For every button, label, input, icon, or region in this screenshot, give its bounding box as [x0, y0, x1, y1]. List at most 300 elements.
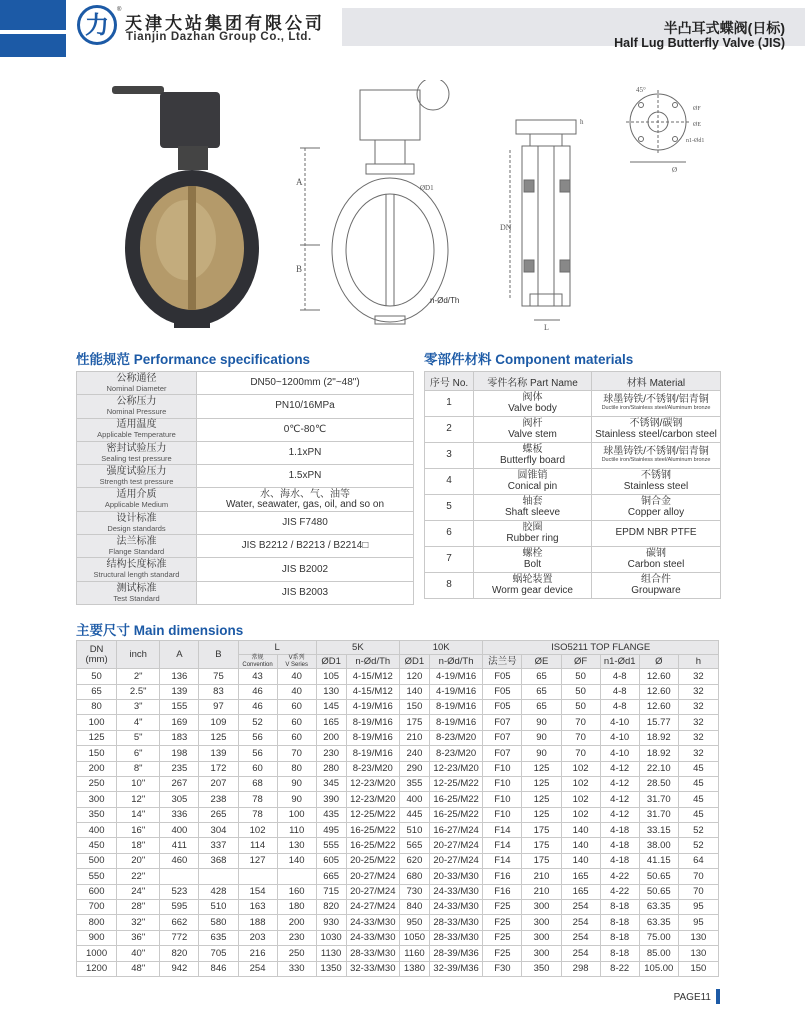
- dims-col-10k: 10K: [400, 641, 483, 655]
- dims-cell: 4-8: [600, 684, 639, 699]
- dims-col-inch: inch: [117, 641, 160, 669]
- dims-cell: [160, 869, 199, 884]
- dims-cell: 200: [77, 761, 117, 776]
- dims-cell: 105: [316, 669, 346, 684]
- dims-cell: 460: [160, 853, 199, 868]
- dims-cell: 300: [522, 900, 561, 915]
- dims-cell: 52: [678, 838, 718, 853]
- page-accent-bar: [716, 989, 720, 1004]
- perf-value-text: 0℃-80℃: [283, 423, 327, 435]
- perf-value: [197, 372, 414, 395]
- dims-cell: 565: [400, 838, 430, 853]
- dims-cell: 8-23/M20: [429, 730, 483, 745]
- dims-row: [77, 684, 719, 699]
- dims-cell: 150: [400, 699, 430, 714]
- dims-col-flange: 法兰号: [483, 655, 522, 669]
- dims-cell: 4-12: [600, 807, 639, 822]
- dims-cell: 12": [117, 792, 160, 807]
- component-name: [474, 521, 592, 547]
- dims-cell: 428: [199, 884, 238, 899]
- components-heading: 零部件材料 Component materials: [424, 352, 634, 367]
- perf-row: [77, 558, 414, 581]
- component-material: [592, 469, 721, 495]
- dims-cell: 2.5": [117, 684, 160, 699]
- dims-cell: 8-19/M16: [429, 715, 483, 730]
- dims-cell: 75: [199, 669, 238, 684]
- dims-cell: 400: [160, 823, 199, 838]
- perf-label-cn: 公称通径: [116, 372, 157, 384]
- dims-cell: 32: [678, 715, 718, 730]
- dims-cell: F10: [483, 807, 522, 822]
- component-name-en: Shaft sleeve: [504, 506, 561, 518]
- dims-cell: 203: [238, 930, 277, 945]
- dims-cell: 8-23/M20: [346, 761, 400, 776]
- valve-photo: [112, 86, 259, 328]
- dims-cell: 125: [522, 761, 561, 776]
- component-name: [474, 417, 592, 443]
- component-material-en: Copper alloy: [627, 506, 685, 518]
- dims-cell: 298: [561, 961, 600, 976]
- dims-cell: 154: [238, 884, 277, 899]
- dims-col-10k-nd: n-Ød/Th: [429, 655, 483, 669]
- dims-cell: 24-33/M30: [346, 930, 400, 945]
- dims-cell: 102: [561, 807, 600, 822]
- dims-cell: 70: [561, 746, 600, 761]
- dims-cell: 4-10: [600, 715, 639, 730]
- dims-cell: 8-18: [600, 930, 639, 945]
- perf-label-cn: 公称压力: [116, 396, 157, 408]
- dims-cell: 125: [522, 792, 561, 807]
- dims-cell: 336: [160, 807, 199, 822]
- dims-cell: 22.10: [639, 761, 678, 776]
- dims-cell: 595: [160, 900, 199, 915]
- perf-value-text: 1.1xPN: [288, 447, 322, 459]
- component-no: 6: [425, 521, 474, 547]
- dims-cell: [199, 869, 238, 884]
- dims-cell: 330: [277, 961, 316, 976]
- dims-cell: 32: [678, 684, 718, 699]
- component-material-cn: 球墨铸铁/不锈钢/铝青铜: [603, 445, 709, 457]
- dims-cell: 102: [561, 776, 600, 791]
- component-material-en: Stainless steel/carbon steel: [595, 428, 717, 440]
- dims-cell: F07: [483, 746, 522, 761]
- dims-cell: 150: [678, 961, 718, 976]
- perf-label-en: Test Standard: [113, 593, 160, 603]
- dims-row: [77, 961, 719, 976]
- dims-col-f: ØF: [561, 655, 600, 669]
- dims-cell: 635: [199, 930, 238, 945]
- dims-cell: 523: [160, 884, 199, 899]
- dims-cell: 12-23/M20: [429, 761, 483, 776]
- dims-cell: 45: [678, 761, 718, 776]
- dims-cell: 4-19/M16: [429, 669, 483, 684]
- dims-cell: 12.60: [639, 669, 678, 684]
- dims-cell: 605: [316, 853, 346, 868]
- dims-cell: 210: [400, 730, 430, 745]
- dims-cell: 12-23/M20: [346, 776, 400, 791]
- dims-cell: 24-27/M24: [346, 900, 400, 915]
- company-logo: [77, 5, 117, 45]
- dims-cell: 20-33/M30: [429, 869, 483, 884]
- perf-row: [77, 395, 414, 418]
- component-name: [474, 469, 592, 495]
- dims-cell: 16-25/M22: [429, 807, 483, 822]
- dims-cell: 18": [117, 838, 160, 853]
- dims-cell: 350: [522, 961, 561, 976]
- component-name: [474, 573, 592, 599]
- dims-cell: 300: [522, 930, 561, 945]
- perf-label-cn: 法兰标准: [116, 535, 157, 547]
- perf-label-en: Strength test pressure: [99, 477, 174, 487]
- dims-cell: 550: [77, 869, 117, 884]
- dims-col-dn: DN (mm): [77, 641, 117, 669]
- dims-cell: F05: [483, 699, 522, 714]
- dims-cell: 4-22: [600, 869, 639, 884]
- dims-cell: 85.00: [639, 946, 678, 961]
- component-row: [425, 391, 721, 417]
- dims-cell: 510: [400, 823, 430, 838]
- perf-value: [197, 558, 414, 581]
- dims-cell: 83: [199, 684, 238, 699]
- dims-cell: 254: [561, 930, 600, 945]
- perf-value: [197, 395, 414, 418]
- dims-cell: 350: [77, 807, 117, 822]
- component-row: [425, 443, 721, 469]
- dims-cell: F14: [483, 838, 522, 853]
- dims-cell: F05: [483, 669, 522, 684]
- dims-cell: 169: [160, 715, 199, 730]
- dims-cell: 56: [238, 746, 277, 761]
- component-name-en: Valve stem: [508, 428, 557, 440]
- dims-cell: 32": [117, 915, 160, 930]
- dims-cell: 172: [199, 761, 238, 776]
- component-name-cn: 蜗轮装置: [512, 574, 553, 585]
- dims-cell: 620: [400, 853, 430, 868]
- dims-cell: 500: [77, 853, 117, 868]
- dims-cell: 125: [522, 807, 561, 822]
- dims-cell: 102: [238, 823, 277, 838]
- dims-cell: 125: [199, 730, 238, 745]
- component-material-en: Ductile iron/Stainless steel/Aluminum bronze: [601, 457, 711, 464]
- side-view-drawing: [510, 120, 576, 320]
- perf-row: [77, 535, 414, 558]
- performance-table: [76, 371, 414, 605]
- perf-label: [77, 441, 197, 464]
- dims-cell: 4-18: [600, 823, 639, 838]
- dims-cell: 4-8: [600, 669, 639, 684]
- dims-cell: 20-27/M24: [346, 884, 400, 899]
- perf-label-en: Nominal Diameter: [106, 383, 167, 393]
- dims-cell: 18.92: [639, 730, 678, 745]
- dims-cell: 662: [160, 915, 199, 930]
- dims-cell: 70: [678, 884, 718, 899]
- dims-cell: 20-27/M24: [429, 838, 483, 853]
- component-row: [425, 573, 721, 599]
- perf-label: [77, 558, 197, 581]
- dims-cell: 24": [117, 884, 160, 899]
- page-number: PAGE11: [673, 992, 711, 1003]
- dims-cell: 175: [522, 823, 561, 838]
- perf-label-cn: 测试标准: [116, 582, 157, 594]
- dims-row: [77, 900, 719, 915]
- dims-cell: 20-27/M24: [429, 853, 483, 868]
- dims-cell: 230: [316, 746, 346, 761]
- dims-cell: 14": [117, 807, 160, 822]
- dims-row: [77, 946, 719, 961]
- dims-cell: 16-25/M22: [429, 792, 483, 807]
- dims-cell: 5": [117, 730, 160, 745]
- dims-cell: 130: [316, 684, 346, 699]
- dims-cell: 12-23/M20: [346, 792, 400, 807]
- dims-row: [77, 884, 719, 899]
- dims-cell: 90: [522, 746, 561, 761]
- dims-cell: 510: [199, 900, 238, 915]
- perf-label-cn: 适用温度: [116, 419, 157, 431]
- dims-cell: 97: [199, 699, 238, 714]
- dims-cell: 580: [199, 915, 238, 930]
- dims-col-l: L: [238, 641, 316, 655]
- dims-cell: F10: [483, 761, 522, 776]
- component-material-en: Groupware: [631, 584, 681, 596]
- dims-cell: 46: [238, 684, 277, 699]
- dims-row: [77, 823, 719, 838]
- dims-cell: 820: [160, 946, 199, 961]
- perf-value-text-2: Water, seawater, gas, oil, and so on: [225, 498, 385, 510]
- dims-cell: 16-27/M24: [429, 823, 483, 838]
- dims-cell: 12.60: [639, 699, 678, 714]
- dims-cell: 175: [522, 853, 561, 868]
- dims-cell: 65: [77, 684, 117, 699]
- dims-cell: 56: [238, 730, 277, 745]
- perf-row: [77, 418, 414, 441]
- perf-label-en: Nominal Pressure: [106, 407, 167, 417]
- dims-cell: 70: [561, 715, 600, 730]
- dims-cell: 32: [678, 746, 718, 761]
- dims-cell: 140: [561, 853, 600, 868]
- label-E: ØE: [693, 122, 701, 128]
- dims-cell: 32: [678, 669, 718, 684]
- dims-cell: 90: [522, 715, 561, 730]
- dims-col-5k-d1: ØD1: [316, 655, 346, 669]
- dims-cell: 705: [199, 946, 238, 961]
- perf-label-en: Applicable Temperature: [97, 430, 176, 440]
- dims-cell: 435: [316, 807, 346, 822]
- component-no: 1: [425, 391, 474, 417]
- dims-cell: 65: [522, 669, 561, 684]
- dims-cell: F14: [483, 853, 522, 868]
- component-row: [425, 547, 721, 573]
- registered-mark: ®: [117, 7, 122, 13]
- dims-cell: 110: [277, 823, 316, 838]
- dims-cell: 4": [117, 715, 160, 730]
- dims-cell: 210: [522, 869, 561, 884]
- component-name-en: Conical pin: [507, 480, 558, 492]
- dims-row: [77, 746, 719, 761]
- dims-row: [77, 869, 719, 884]
- dims-cell: 1130: [316, 946, 346, 961]
- perf-value: [197, 581, 414, 604]
- dims-cell: 136: [160, 669, 199, 684]
- dims-cell: 200: [277, 915, 316, 930]
- dims-row: [77, 853, 719, 868]
- component-row: [425, 521, 721, 547]
- dims-cell: 65: [522, 699, 561, 714]
- label-F: ØF: [693, 106, 701, 112]
- dims-cell: 345: [316, 776, 346, 791]
- dims-cell: 175: [400, 715, 430, 730]
- dims-cell: 100: [77, 715, 117, 730]
- dims-cell: 32: [678, 730, 718, 745]
- component-no: 8: [425, 573, 474, 599]
- dims-cell: 102: [561, 792, 600, 807]
- dims-cell: 411: [160, 838, 199, 853]
- dims-cell: 772: [160, 930, 199, 945]
- label-DN: DN: [500, 223, 512, 232]
- component-name-cn: 轴套: [522, 496, 543, 507]
- dims-cell: [277, 869, 316, 884]
- dims-cell: 78: [238, 792, 277, 807]
- dims-cell: 20-27/M24: [346, 869, 400, 884]
- dims-col-convention: 常规 Convention: [238, 655, 277, 669]
- perf-label: [77, 535, 197, 558]
- dims-cell: 8-22: [600, 961, 639, 976]
- dims-col-phi: Ø: [639, 655, 678, 669]
- perf-row: [77, 511, 414, 534]
- perf-label-cn: 结构长度标准: [106, 559, 167, 571]
- dims-cell: 290: [400, 761, 430, 776]
- dims-cell: 24-33/M30: [429, 900, 483, 915]
- dims-cell: 180: [277, 900, 316, 915]
- dims-cell: 50: [561, 699, 600, 714]
- component-row: [425, 469, 721, 495]
- perf-value-text: JIS B2212 / B2213 / B2214□: [241, 540, 369, 552]
- dims-cell: 2": [117, 669, 160, 684]
- dims-cell: 50: [77, 669, 117, 684]
- dims-cell: 207: [199, 776, 238, 791]
- dims-col-h: h: [678, 655, 718, 669]
- dims-cell: 1000: [77, 946, 117, 961]
- dims-cell: 300: [522, 946, 561, 961]
- dims-cell: 45: [678, 792, 718, 807]
- dims-col-5k: 5K: [316, 641, 399, 655]
- dims-cell: 8-18: [600, 946, 639, 961]
- dims-cell: 8-23/M20: [429, 746, 483, 761]
- dims-cell: 78: [238, 807, 277, 822]
- dims-cell: 390: [316, 792, 346, 807]
- front-view-drawing: [300, 80, 449, 324]
- col-part-name: 零件名称 Part Name: [474, 372, 592, 391]
- dims-cell: 198: [160, 746, 199, 761]
- perf-value: [197, 441, 414, 464]
- dims-cell: 6": [117, 746, 160, 761]
- dims-cell: 120: [400, 669, 430, 684]
- label-L: L: [544, 323, 549, 332]
- dims-cell: 45: [678, 776, 718, 791]
- dims-cell: 4-19/M16: [346, 699, 400, 714]
- dims-cell: 65: [522, 684, 561, 699]
- component-name-cn: 圆锥销: [517, 470, 548, 481]
- component-row: [425, 417, 721, 443]
- component-material: [592, 443, 721, 469]
- component-name-en: Bolt: [523, 558, 542, 570]
- dims-cell: 31.70: [639, 807, 678, 822]
- dims-cell: 254: [561, 915, 600, 930]
- dims-cell: [238, 869, 277, 884]
- dims-cell: 68: [238, 776, 277, 791]
- dims-cell: F05: [483, 684, 522, 699]
- col-no: 序号 No.: [425, 372, 474, 391]
- dims-row: [77, 792, 719, 807]
- dims-cell: F10: [483, 776, 522, 791]
- dims-cell: 70: [678, 869, 718, 884]
- product-title-en: Half Lug Butterfly Valve (JIS): [614, 36, 785, 50]
- dims-cell: 200: [316, 730, 346, 745]
- component-material-cn: 组合件: [641, 574, 671, 585]
- dims-cell: F07: [483, 715, 522, 730]
- component-name-cn: 阀杆: [522, 418, 543, 429]
- dims-row: [77, 807, 719, 822]
- dims-cell: 337: [199, 838, 238, 853]
- dims-header-row-1: [77, 641, 719, 655]
- perf-label-en: Structural length standard: [93, 570, 180, 580]
- perf-value: [197, 535, 414, 558]
- label-h: h: [580, 118, 584, 126]
- dims-cell: 267: [160, 776, 199, 791]
- component-material-en: Carbon steel: [627, 558, 685, 570]
- dims-cell: 4-18: [600, 838, 639, 853]
- dims-cell: 22": [117, 869, 160, 884]
- dims-cell: 28-33/M30: [429, 915, 483, 930]
- dims-col-n1d1: n1-Ød1: [600, 655, 639, 669]
- dims-cell: 665: [316, 869, 346, 884]
- dims-cell: 250: [77, 776, 117, 791]
- dims-cell: 4-12: [600, 776, 639, 791]
- component-name-en: Worm gear device: [492, 584, 573, 596]
- dims-cell: 32-39/M36: [429, 961, 483, 976]
- dims-cell: 175: [522, 838, 561, 853]
- perf-row: [77, 372, 414, 395]
- dims-cell: 50: [561, 684, 600, 699]
- component-material-cn: 不锈钢/碳钢: [629, 418, 683, 429]
- dims-cell: 80: [277, 761, 316, 776]
- perf-row: [77, 441, 414, 464]
- dims-cell: 400: [400, 792, 430, 807]
- dims-cell: 31.70: [639, 792, 678, 807]
- dims-cell: 4-18: [600, 853, 639, 868]
- components-header-row: [425, 372, 721, 391]
- dims-col-5k-nd: n-Ød/Th: [346, 655, 400, 669]
- dims-cell: 8-19/M16: [346, 746, 400, 761]
- component-name-cn: 蝶板: [522, 444, 543, 455]
- dims-cell: 15.77: [639, 715, 678, 730]
- dims-cell: 52: [678, 823, 718, 838]
- dims-cell: 12-25/M22: [429, 776, 483, 791]
- perf-label: [77, 418, 197, 441]
- dims-cell: 4-12: [600, 792, 639, 807]
- dims-cell: 300: [77, 792, 117, 807]
- dims-cell: 40": [117, 946, 160, 961]
- perf-label-en: Design standards: [107, 523, 166, 533]
- product-illustrations: [90, 80, 730, 335]
- dims-cell: 140: [277, 853, 316, 868]
- dims-cell: 304: [199, 823, 238, 838]
- perf-label-cn: 强度试验压力: [106, 466, 167, 478]
- dims-cell: 4-15/M12: [346, 669, 400, 684]
- dims-cell: 165: [561, 884, 600, 899]
- perf-label-cn: 密封试验压力: [106, 442, 167, 454]
- dims-cell: 1050: [400, 930, 430, 945]
- col-material: 材料 Material: [592, 372, 721, 391]
